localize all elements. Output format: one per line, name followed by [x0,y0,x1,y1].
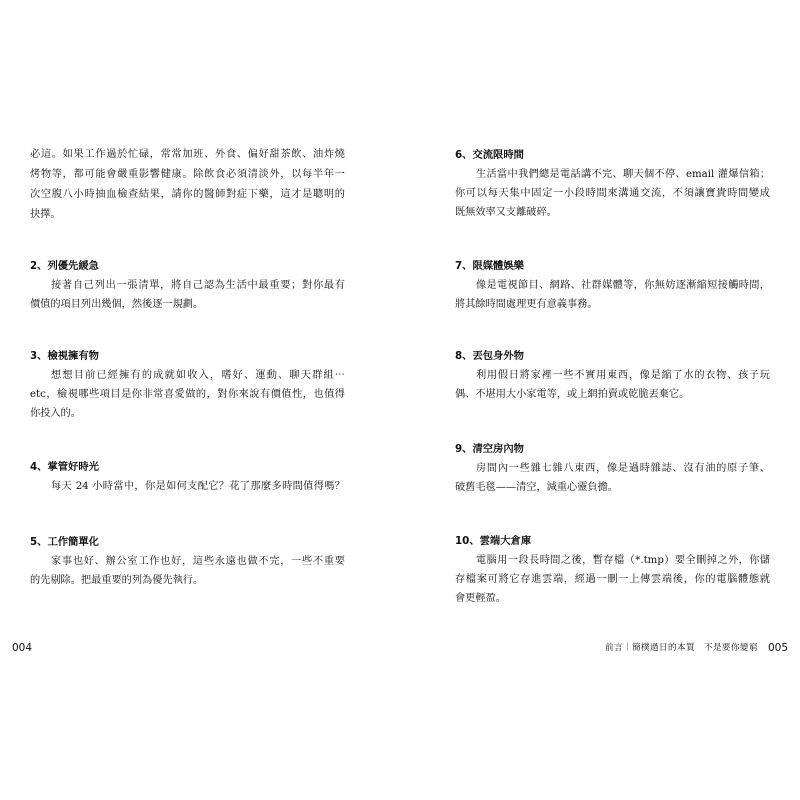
section-3 [30,347,345,423]
section-6 [455,146,770,222]
section-heading: 4、掌管好時光 [30,461,99,473]
paragraph-line: 價值的項目列出幾個，然後逐一規劃。 [30,299,204,310]
section-7 [455,257,770,314]
section-heading: 6、交流限時間 [455,149,524,161]
section-heading: 2、列優先緩急 [30,260,99,272]
section-9 [455,440,770,497]
section-heading: 5、工作簡單化 [30,536,99,548]
section-4 [30,458,345,496]
paragraph-line: 電腦用一段長時間之後，暫存檔（*.tmp）要全刪掉之外，你儲 [476,555,770,566]
paragraph-line: 既無效率又支離破碎。 [455,207,557,218]
paragraph-line: 次空腹八小時抽血檢查結果，請你的醫師對症下藥，這才是聰明的 [30,189,345,200]
paragraph-line: 破舊毛毯——清空，減重心靈負擔。 [455,482,618,493]
paragraph-line: 抉擇。 [30,209,61,220]
paragraph-line: 像是電視節目、網路、社群媒體等，你無妨逐漸縮短接觸時間， [476,280,770,291]
paragraph-line: 的先剔除。把最重要的列為優先執行。 [30,575,204,586]
section-heading: 3、檢視擁有物 [30,350,99,362]
section-heading: 8、丟包身外物 [455,350,524,362]
paragraph-line: 每天 24 小時當中，你是如何支配它？花了那麼多時間值得嗎？ [51,481,345,492]
paragraph-line: 接著自己列出一張清單，將自己認為生活中最重要；對你最有 [51,280,345,291]
paragraph-line: 你投入的。 [30,408,81,419]
paragraph-line: 房間內一些雜七雜八東西，像是過時雜誌、沒有油的原子筆、 [476,463,770,474]
paragraph-line: 你可以每天集中固定一小段時間來溝通交流，不須讓寶貴時間變成 [455,188,770,199]
paragraph-line: 想想目前已經擁有的成就如收入，嗜好、運動、聊天群組⋯ [51,370,345,381]
paragraph-line: 存檔案可將它存進雲端，經過一刪一上傳雲端後，你的電腦體態就 [455,574,770,585]
paragraph-line: 利用假日將家裡一些不實用東西，像是縮了水的衣物、孩子玩 [476,370,770,381]
paragraph-line: 必這。如果工作過於忙碌，常常加班、外食、偏好甜茶飲、油炸燒 [30,149,345,160]
intro-paragraph [30,145,345,225]
paragraph-line: 會更輕盈。 [455,593,506,604]
section-2 [30,257,345,314]
paragraph-line: 偶、不堪用大小家電等，或上網拍賣或乾脆丟棄它。 [455,389,690,400]
section-heading: 9、清空房內物 [455,443,524,455]
section-heading: 7、限媒體娛樂 [455,260,524,272]
paragraph-line: 家事也好、辦公室工作也好，這些永遠也做不完，一些不重要 [51,556,345,567]
paragraph-line: 生活當中我們總是電話講不完、聊天個不停、email 灌爆信箱； [476,169,770,180]
paragraph-line: 將其餘時間處理更有意義事務。 [455,299,598,310]
section-8 [455,347,770,404]
section-5 [30,533,345,590]
right-page [400,0,800,800]
page-number: 004 [12,642,33,654]
section-10 [455,532,770,608]
paragraph-line: 烤物等，都可能會嚴重影響健康。除飲食必須清淡外，以每半年一 [30,169,345,180]
running-head: 前言｜簡樸過日的本質 不是要你變窮 [604,643,758,653]
section-heading: 10、雲端大倉庫 [455,535,532,547]
paragraph-line: etc，檢視哪些項目是你非常喜愛做的，對你來說有價值性，也值得 [30,389,345,400]
page-number: 005 [768,642,789,654]
